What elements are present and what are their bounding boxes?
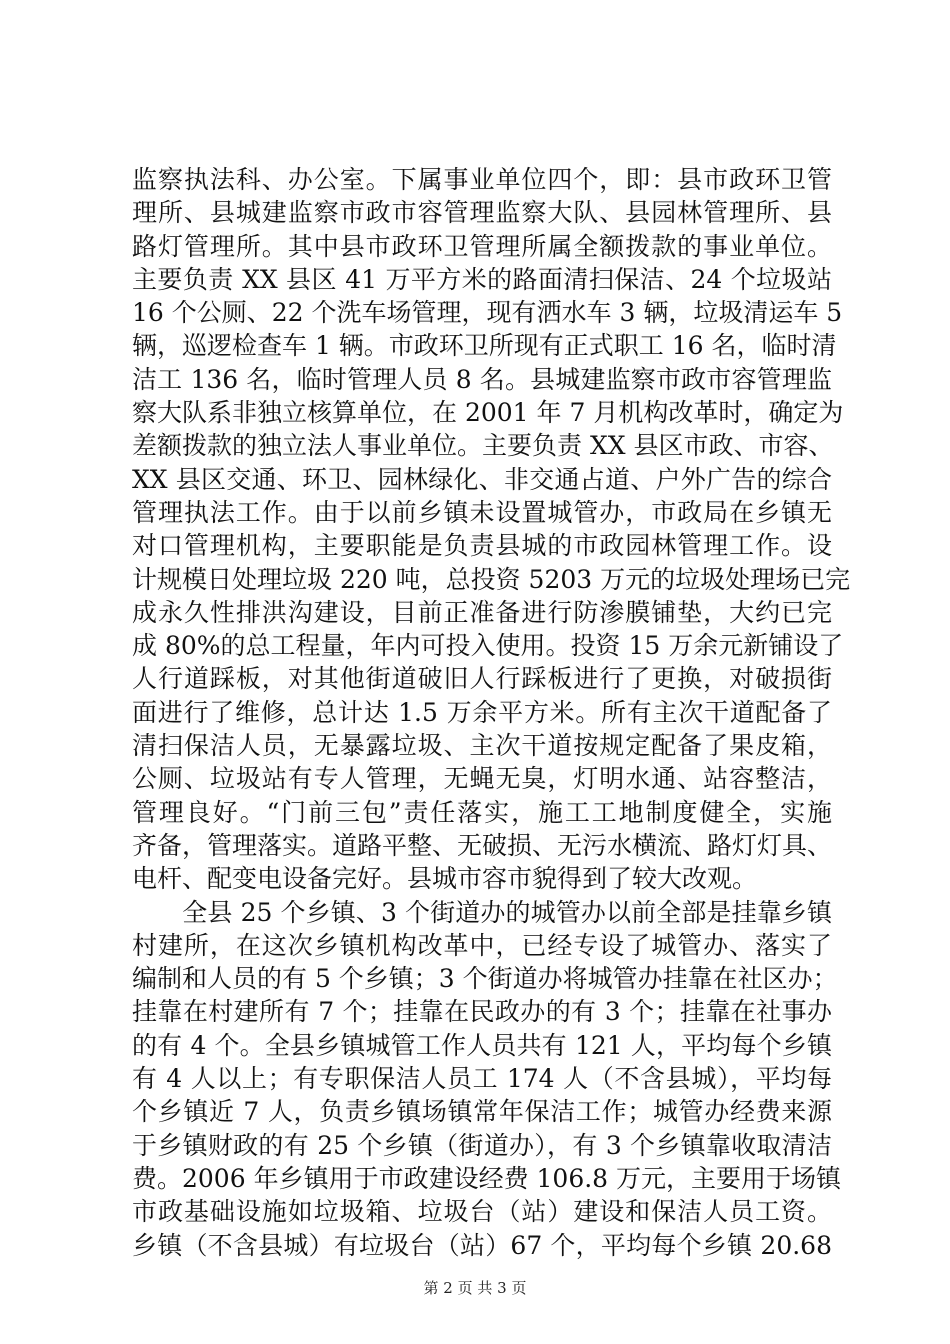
- text-line: 差额拨款的独立法人事业单位。主要负责 XX 县区市政、市容、: [132, 431, 834, 461]
- text-line: 公厕、垃圾站有专人管理，无蝇无臭，灯明水通、站容整洁，: [132, 764, 832, 794]
- text-line: 乡镇（不含县城）有垃圾台（站）67 个，平均每个乡镇 20.68: [132, 1230, 832, 1260]
- page-footer: 第 2 页 共 3 页: [423, 1279, 527, 1297]
- text-line: 管理良好。“门前三包”责任落实，施工工地制度健全，实施: [132, 797, 832, 827]
- text-line: 理所、县城建监察市政市容管理监察大队、县园林管理所、县: [132, 198, 832, 228]
- text-line: 主要负责 XX 县区 41 万平方米的路面清扫保洁、24 个垃圾站: [132, 264, 832, 294]
- text-line: 齐备，管理落实。道路平整、无破损、无污水横流、路灯灯具、: [132, 830, 833, 860]
- paragraph-end-line: 电杆、配变电设备完好。县城市容市貌得到了较大改观。: [132, 864, 758, 894]
- text-line: 的有 4 个。全县乡镇城管工作人员共有 121 人，平均每个乡镇: [132, 1030, 832, 1060]
- text-line: 挂靠在村建所有 7 个；挂靠在民政办的有 3 个；挂靠在社事办: [132, 997, 832, 1027]
- text-line: 成永久性排洪沟建设，目前正准备进行防渗膜铺垫，大约已完: [132, 597, 832, 627]
- text-line: 管理执法工作。由于以前乡镇未设置城管办，市政局在乡镇无: [132, 497, 832, 527]
- paragraph-start-line: 全县 25 个乡镇、3 个街道办的城管办以前全部是挂靠乡镇: [132, 897, 832, 927]
- text-line: 面进行了维修，总计达 1.5 万余平方米。所有主次干道配备了: [132, 697, 832, 727]
- text-line: 监察执法科、办公室。下属事业单位四个，即：县市政环卫管: [132, 165, 832, 194]
- text-line: 编制和人员的有 5 个乡镇；3 个街道办将城管办挂靠在社区办；: [132, 964, 838, 994]
- text-line: 清扫保洁人员，无暴露垃圾、主次干道按规定配备了果皮箱，: [132, 731, 832, 761]
- text-line: 村建所，在这次乡镇机构改革中，已经专设了城管办、落实了: [132, 930, 832, 960]
- text-line: 洁工 136 名，临时管理人员 8 名。县城建监察市政市容管理监: [132, 364, 832, 394]
- text-line: 计规模日处理垃圾 220 吨，总投资 5203 万元的垃圾处理场已完: [132, 564, 851, 594]
- text-line: 人行道踩板，对其他街道破旧人行踩板进行了更换，对破损街: [132, 664, 832, 694]
- text-line: 路灯管理所。其中县市政环卫管理所属全额拨款的事业单位。: [132, 231, 832, 261]
- text-line: 市政基础设施如垃圾箱、垃圾台（站）建设和保洁人员工资。: [132, 1197, 832, 1227]
- text-line: 辆，巡逻检查车 1 辆。市政环卫所现有正式职工 16 名，临时清: [132, 331, 837, 361]
- text-line: 于乡镇财政的有 25 个乡镇（街道办），有 3 个乡镇靠收取清洁: [132, 1130, 832, 1160]
- text-line: 察大队系非独立核算单位，在 2001 年 7 月机构改革时，确定为: [132, 398, 844, 428]
- text-line: 个乡镇近 7 人，负责乡镇场镇常年保洁工作；城管办经费来源: [132, 1097, 832, 1127]
- text-line: 成 80%的总工程量，年内可投入使用。投资 15 万余元新铺设了: [132, 631, 844, 661]
- text-line: 16 个公厕、22 个洗车场管理，现有洒水车 3 辆，垃圾清运车 5: [132, 298, 843, 328]
- body-text: [132, 163, 851, 1262]
- text-line: XX 县区交通、环卫、园林绿化、非交通占道、户外广告的综合: [132, 464, 832, 494]
- text-line: 对口管理机构，主要职能是负责县城的市政园林管理工作。设: [132, 531, 832, 561]
- text-line: 有 4 人以上；有专职保洁人员工 174 人（不含县城），平均每: [132, 1064, 832, 1094]
- text-line: 费。2006 年乡镇用于市政建设经费 106.8 万元，主要用于场镇: [132, 1163, 842, 1193]
